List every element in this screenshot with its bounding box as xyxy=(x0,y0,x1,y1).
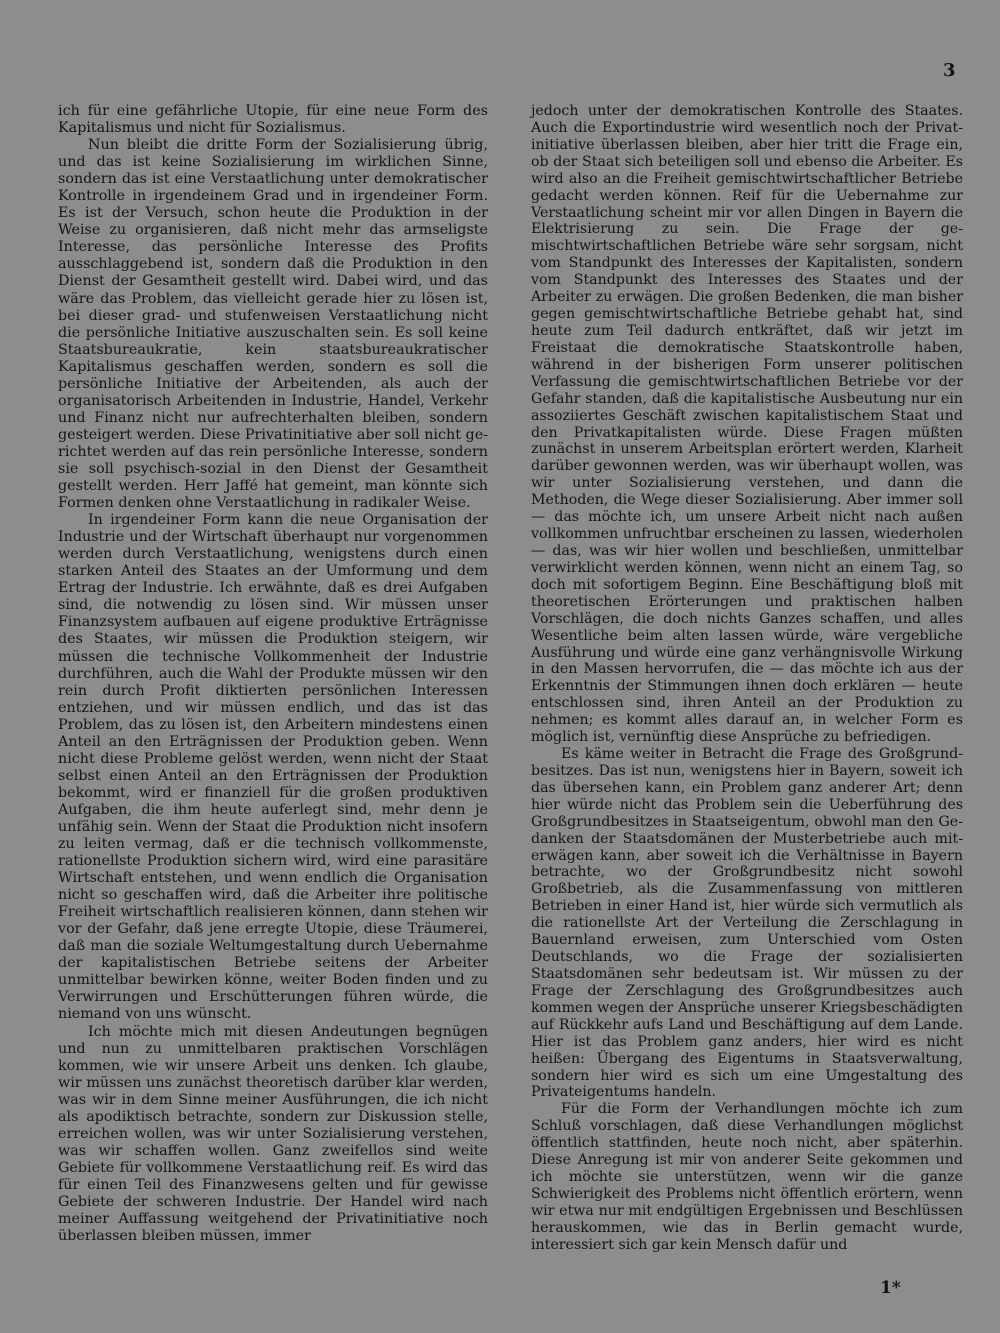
paragraph: Es käme weiter in Betracht die Frage des Großgrundbesitzes. Das ist nun, wenigstens hier in Bayern, soweit ich das übersehen kann, ein Problem ganz anderer Art; denn hier würde nicht das Problem sein die Ueberführung des Großgrundbesitzes in Staatseigentum, obwohl man den Gedanken der Staatsdomänen der Musterbetriebe auch miterwägen kann, aber soweit ich die Verhältnisse in Bayern betrachte, wo der Großgrundbesitz nicht sowohl Großbetrieb, als die Zusammenfassung von mittleren Betrieben in einer Hand ist, hier würde sich vermutlich als die rationellste Art der Verteilung die Zerschlagung in Bauernland erweisen, zum Unterschied vom Osten Deutschlands, wo die Frage der sozialisierten Staatsdomänen sehr bedeutsam ist. Wir müssen zu der Frage der Zerschlagung des Großgrundbesitzes auch kommen wegen der Ansprüche unserer Kriegsbeschädigten auf Rückkehr aufs Land und Beschäftigung auf dem Lande. Hier ist das Problem ganz anders, hier wird es nicht heißen: Übergang des Eigentums in Staatsverwaltung, sondern hier wird es sich um eine Umgestaltung des Privateigentums handeln. xyxy=(531,746,963,1101)
paragraph: Für die Form der Verhandlungen möchte ich zum Schluß vorschlagen, daß diese Verhandlungen möglichst öffentlich stattfinden, heute noch nicht, aber späterhin. Diese Anregung ist mir von anderer Seite gekommen und ich möchte sie unterstützen, wenn wir die ganze Schwierigkeit des Problems nicht öffentlich erörtern, wenn wir etwa nur mit endgültigen Ergebnissen und Beschlüssen herauskommen, wie das in Berlin gemacht wurde, interessiert sich gar kein Mensch dafür und xyxy=(531,1101,963,1253)
paragraph: Nun bleibt die dritte Form der Sozialisierung übrig, und das ist keine Sozialisierung im wirklichen Sinne, sondern das ist eine Verstaatlichung unter demokratischer Kontrolle in irgendeinem Grad und in irgendeiner Form. Es ist der Versuch, schon heute die Produktion in der Weise zu organisieren, daß nicht mehr das armseligste Interesse, das persönliche Interesse des Profits ausschlaggebend ist, sondern daß die Produktion in den Dienst der Gesamtheit gestellt wird. Dabei wird, und das wäre das Problem, das vielleicht gerade hier zu lösen ist, bei dieser grad- und stufenweisen Verstaatlichung nicht die persönliche Initiative auszuschalten sein. Es soll keine Staatsbureaukratie, kein staatsbureaukratischer Kapitalismus geschaffen werden, sondern es soll die persönliche Initiative der Arbeitenden, als auch der organisatorisch Arbeitenden in Industrie, Handel, Verkehr und Finanz nicht nur aufrechterhalten bleiben, sondern gesteigert werden. Diese Privatinitiative aber soll nicht gerichtet werden auf das rein persönliche Interesse, sondern sie soll psychisch-sozial in den Dienst der Gesamtheit gestellt werden. Herr Jaffé hat gemeint, man könnte sich Formen denken ohne Verstaatlichung in radikaler Weise. xyxy=(58,137,488,512)
printer-signature-mark: 1* xyxy=(880,1278,901,1298)
left-column xyxy=(58,103,488,1245)
paragraph: In irgendeiner Form kann die neue Organisation der Industrie und der Wirtschaft überhaupt nur vorgenommen werden durch Verstaatlichung, wenigstens durch einen starken Anteil des Staates an der Umformung und dem Ertrag der Industrie. Ich erwähnte, daß es drei Aufgaben sind, die notwendig zu lösen sind. Wir müssen unser Finanzsystem aufbauen auf eigene produktive Erträgnisse des Staates, wir müssen die Produktion steigern, wir müssen die technische Vollkommenheit der Industrie durchführen, auch die Wahl der Produkte müssen wir den rein durch Profit diktierten persönlichen Interessen entziehen, und wir müssen endlich, und das ist das Problem, das zu lösen ist, den Arbeitern mindestens einen Anteil an den Erträgnissen der Produktion geben. Wenn nicht diese Probleme gelöst werden, wenn nicht der Staat selbst einen Anteil an den Erträgnissen der Produktion bekommt, wird er finanziell für die großen produktiven Aufgaben, die ihm heute auferlegt sind, mehr denn je unfähig sein. Wenn der Staat die Produktion nicht insofern zu leiten vermag, daß er die technisch vollkommenste, rationellste Produktion sichern wird, wird eine parasitäre Wirtschaft entstehen, und wenn endlich die Organisation nicht so geschaffen wird, daß die Arbeiter ihre politische Freiheit wirtschaftlich realisieren können, dann stehen wir vor der Gefahr, daß jene erregte Utopie, diese Träumerei, daß man die soziale Weltumgestaltung durch Uebernahme der kapitalistischen Betriebe seitens der Arbeiter unmittelbar bewirken könne, weiter Boden finden und zu Verwirrungen und Erschütterungen führen würde, die niemand von uns wünscht. xyxy=(58,512,488,1023)
right-column xyxy=(531,103,963,1254)
paragraph: ich für eine gefährliche Utopie, für eine neue Form des Kapitalismus und nicht für Sozialismus. xyxy=(58,103,488,137)
paragraph: jedoch unter der demokratischen Kontrolle des Staates. Auch die Exportindustrie wird wesentlich noch der Privatinitiative überlassen bleiben, aber hier tritt die Frage ein, ob der Staat sich beteiligen soll und ebenso die Arbeiter. Es wird also an die Freiheit gemischtwirtschaftlicher Betriebe gedacht werden können. Reif für die Uebernahme zur Verstaatlichung scheint mir vor allen Dingen in Bayern die Elektrisierung zu sein. Die Frage der gemischtwirtschaftlichen Betriebe wäre sehr sorgsam, nicht vom Standpunkt des Interesses der Kapitalisten, sondern vom Standpunkt des Interesses des Staates und der Arbeiter zu erwägen. Die großen Bedenken, die man bisher gegen gemischtwirtschaftliche Betriebe gehabt hat, sind heute zum Teil dadurch entkräftet, daß wir jetzt im Freistaat die demokratische Staatskontrolle haben, während in der bisherigen Form unserer politischen Verfassung die gemischtwirtschaftlichen Betriebe vor der Gefahr standen, daß die kapitalistische Ausbeutung nur ein assoziiertes Geschäft zwischen kapitalistischem Staat und den Privatkapitalisten würde. Diese Fragen müßten zunächst in unserem Arbeitsplan erörtert werden, Klarheit darüber gewonnen werden, was wir überhaupt wollen, was wir unter Sozialisierung verstehen, und dann die Methoden, die Wege dieser Sozialisierung. Aber immer soll — das möchte ich, um unsere Arbeit nicht nach außen vollkommen unfruchtbar erscheinen zu lassen, wiederholen — das, was wir hier wollen und beschließen, unmittelbar verwirklicht werden können, wenn nicht an einem Tag, so doch mit sofortigem Beginn. Eine Beschäftigung bloß mit theoretischen Erörterungen und praktischen halben Vorschlägen, die doch nichts Ganzes schaffen, und alles Wesentliche beim alten lassen würde, wäre vergebliche Ausführung und würde eine ganz verhängnisvolle Wirkung in den Massen hervorrufen, die — das möchte ich aus der Erkenntnis der Stimmungen ihnen doch erklären — heute entschlossen sind, ihren Anteil an der Produktion zu nehmen; es kommt alles darauf an, in welcher Form es möglich ist, vernünftig diese Ansprüche zu befriedigen. xyxy=(531,103,963,746)
page-number: 3 xyxy=(943,60,956,81)
paragraph: Ich möchte mich mit diesen Andeutungen begnügen und nun zu unmittelbaren praktischen Vorschlägen kommen, wie wir unsere Arbeit uns denken. Ich glaube, wir müssen uns zunächst theoretisch darüber klar werden, was wir in dem Sinne meiner Ausführungen, die ich nicht als apodiktisch betrachte, sondern zur Diskussion stelle, erreichen wollen, was wir unter Sozialisierung verstehen, was wir schaffen wollen. Ganz zweifellos sind weite Gebiete für vollkommene Verstaatlichung reif. Es wird das für einen Teil des Finanzwesens gelten und für gewisse Gebiete der schweren Industrie. Der Handel wird nach meiner Auffassung weitgehend der Privatinitiative noch überlassen bleiben müssen, immer xyxy=(58,1023,488,1245)
